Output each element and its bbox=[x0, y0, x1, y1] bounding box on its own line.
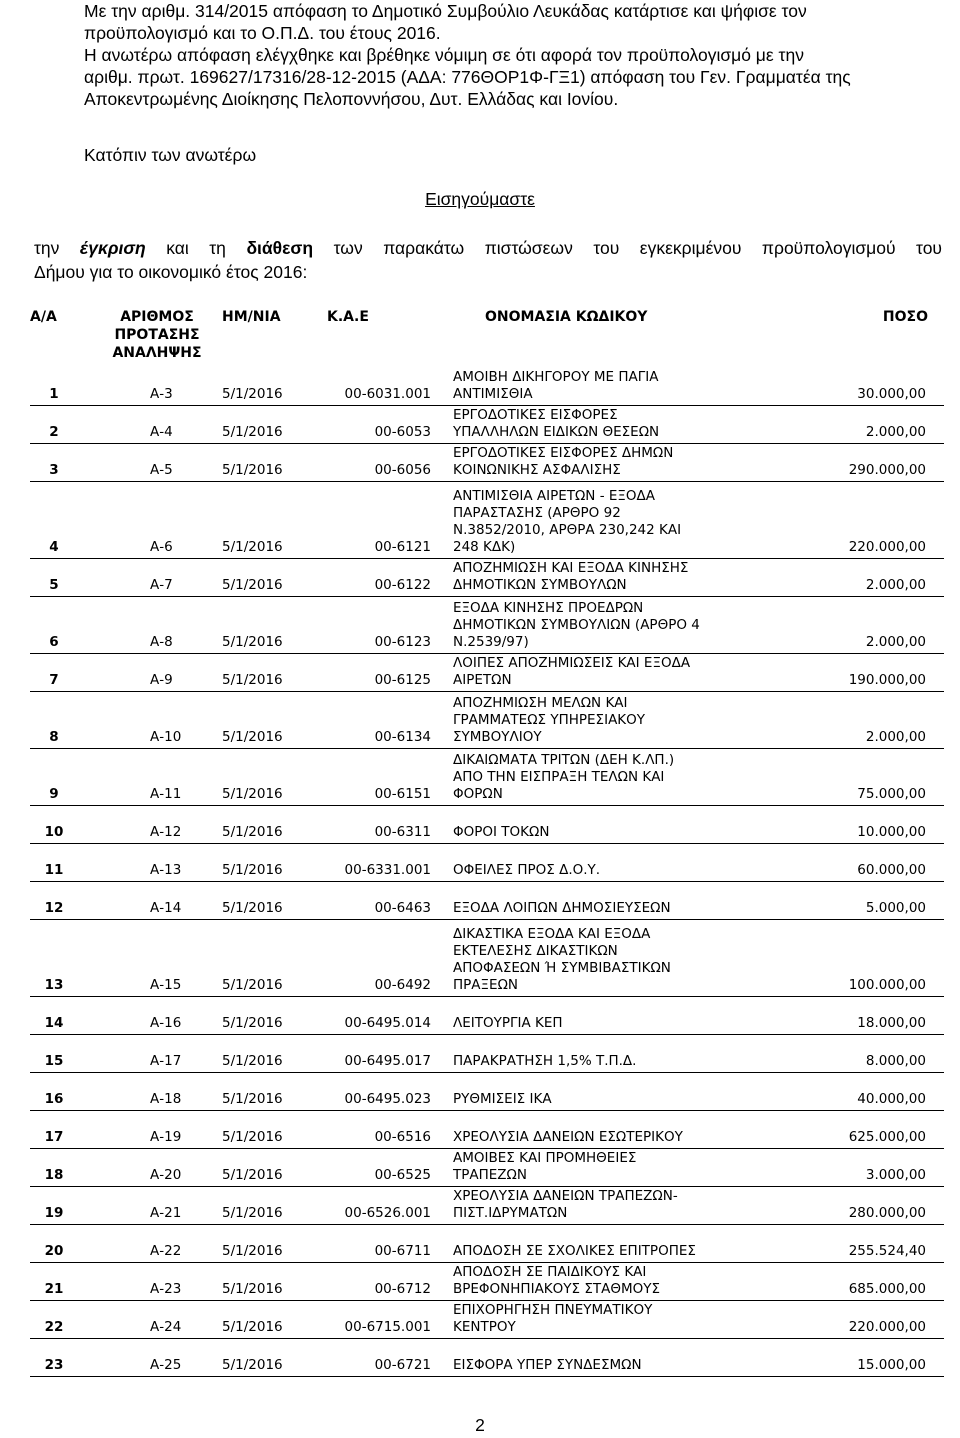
cell-amount: 220.000,00 bbox=[761, 1301, 944, 1339]
code-name-line: ΕΞΟΔΑ ΚΙΝΗΣΗΣ ΠΡΟΕΔΡΩΝ bbox=[453, 600, 644, 616]
table-row bbox=[30, 997, 944, 1035]
paragraph-budget-approval bbox=[84, 0, 946, 44]
cell-kae: 00-6123 bbox=[307, 597, 445, 654]
header-proposal-number bbox=[92, 304, 222, 368]
cell-date: 5/1/2016 bbox=[222, 597, 307, 654]
code-name-line: ΕΞΟΔΑ ΛΟΙΠΩΝ ΔΗΜΟΣΙΕΥΣΕΩΝ bbox=[453, 900, 671, 916]
cell-amount: 685.000,00 bbox=[761, 1263, 944, 1301]
table-body bbox=[30, 368, 944, 1377]
code-name-line: ΔΙΚΑΙΩΜΑΤΑ ΤΡΙΤΩΝ (ΔΕΗ Κ.ΛΠ.) bbox=[453, 752, 675, 768]
cell-date: 5/1/2016 bbox=[222, 749, 307, 806]
code-name-line: ΑΠΟΖΗΜΙΩΣΗ ΚΑΙ ΕΞΟΔΑ ΚΙΝΗΣΗΣ bbox=[453, 560, 689, 576]
cell-code-name bbox=[445, 1187, 761, 1225]
cell-date: 5/1/2016 bbox=[222, 1225, 307, 1263]
cell-amount: 2.000,00 bbox=[761, 406, 944, 444]
cell-amount: 2.000,00 bbox=[761, 597, 944, 654]
cell-code-name bbox=[445, 997, 761, 1035]
cell-proposal-number: Α-25 bbox=[92, 1339, 222, 1377]
table-row bbox=[30, 444, 944, 482]
cell-proposal-number: Α-17 bbox=[92, 1035, 222, 1073]
cell-code-name bbox=[445, 692, 761, 749]
cell-serial: 17 bbox=[30, 1111, 92, 1149]
cell-proposal-number: Α-6 bbox=[92, 482, 222, 559]
cell-serial: 12 bbox=[30, 882, 92, 920]
cell-kae: 00-6492 bbox=[307, 920, 445, 997]
code-name-line: ΑΠΟΖΗΜΙΩΣΗ ΜΕΛΩΝ ΚΑΙ bbox=[453, 695, 628, 711]
cell-proposal-number: Α-11 bbox=[92, 749, 222, 806]
cell-amount: 18.000,00 bbox=[761, 997, 944, 1035]
cell-code-name bbox=[445, 482, 761, 559]
cell-kae: 00-6053 bbox=[307, 406, 445, 444]
code-name-line: ΑΠΟΔΟΣΗ ΣΕ ΣΧΟΛΙΚΕΣ ΕΠΙΤΡΟΠΕΣ bbox=[453, 1243, 696, 1259]
cell-proposal-number: Α-5 bbox=[92, 444, 222, 482]
code-name-line: ΥΠΑΛΛΗΛΩΝ ΕΙΔΙΚΩΝ ΘΕΣΕΩΝ bbox=[453, 424, 660, 440]
header-amount: ΠΟΣΟ bbox=[882, 309, 928, 325]
cell-code-name bbox=[445, 1339, 761, 1377]
header-line: ΠΡΟΤΑΣΗΣ bbox=[114, 327, 200, 343]
paragraph-legality-check bbox=[84, 44, 946, 110]
table-row bbox=[30, 1035, 944, 1073]
cell-proposal-number: Α-16 bbox=[92, 997, 222, 1035]
cell-serial: 19 bbox=[30, 1187, 92, 1225]
cell-proposal-number: Α-14 bbox=[92, 882, 222, 920]
table-row bbox=[30, 654, 944, 692]
cell-code-name bbox=[445, 1073, 761, 1111]
cell-amount: 190.000,00 bbox=[761, 654, 944, 692]
cell-date: 5/1/2016 bbox=[222, 997, 307, 1035]
code-name-line: ΛΟΙΠΕΣ ΑΠΟΖΗΜΙΩΣΕΙΣ ΚΑΙ ΕΞΟΔΑ bbox=[453, 655, 691, 671]
cell-amount: 625.000,00 bbox=[761, 1111, 944, 1149]
code-name-line: ΣΥΜΒΟΥΛΙΟΥ bbox=[453, 729, 542, 745]
credits-table bbox=[30, 304, 944, 1377]
cell-date: 5/1/2016 bbox=[222, 1035, 307, 1073]
text-line: Δήμου για το οικονομικό έτος 2016: bbox=[34, 262, 308, 282]
cell-code-name bbox=[445, 597, 761, 654]
cell-proposal-number: Α-15 bbox=[92, 920, 222, 997]
cell-code-name bbox=[445, 1111, 761, 1149]
code-name-line: ΚΟΙΝΩΝΙΚΗΣ ΑΣΦΑΛΙΣΗΣ bbox=[453, 462, 621, 478]
code-name-line: ΑΝΤΙΜΙΣΘΙΑ bbox=[453, 386, 533, 402]
approval-keyword-approval: έγκριση bbox=[79, 238, 146, 258]
header-date: ΗΜ/ΝΙΑ bbox=[222, 309, 281, 325]
cell-serial: 20 bbox=[30, 1225, 92, 1263]
cell-code-name bbox=[445, 1149, 761, 1187]
table-row bbox=[30, 1149, 944, 1187]
header-line: ΑΝΑΛΗΨΗΣ bbox=[112, 345, 202, 361]
table-row bbox=[30, 920, 944, 997]
cell-proposal-number: Α-12 bbox=[92, 806, 222, 844]
cell-amount: 40.000,00 bbox=[761, 1073, 944, 1111]
header-line: ΑΡΙΘΜΟΣ bbox=[120, 309, 194, 325]
code-name-line: ΤΡΑΠΕΖΩΝ bbox=[453, 1167, 527, 1183]
cell-proposal-number: Α-13 bbox=[92, 844, 222, 882]
code-name-line: ΦΟΡΩΝ bbox=[453, 786, 503, 802]
header-kae: Κ.Α.Ε bbox=[327, 309, 369, 325]
cell-proposal-number: Α-22 bbox=[92, 1225, 222, 1263]
cell-serial: 1 bbox=[30, 368, 92, 406]
cell-code-name bbox=[445, 882, 761, 920]
cell-code-name bbox=[445, 1035, 761, 1073]
cell-proposal-number: Α-8 bbox=[92, 597, 222, 654]
cell-amount: 255.524,40 bbox=[761, 1225, 944, 1263]
cell-code-name bbox=[445, 1263, 761, 1301]
cell-date: 5/1/2016 bbox=[222, 559, 307, 597]
cell-proposal-number: Α-18 bbox=[92, 1073, 222, 1111]
cell-amount: 3.000,00 bbox=[761, 1149, 944, 1187]
cell-date: 5/1/2016 bbox=[222, 1301, 307, 1339]
cell-date: 5/1/2016 bbox=[222, 806, 307, 844]
cell-kae: 00-6311 bbox=[307, 806, 445, 844]
cell-amount: 30.000,00 bbox=[761, 368, 944, 406]
code-name-line: ΦΟΡΟΙ ΤΟΚΩΝ bbox=[453, 824, 550, 840]
cell-amount: 8.000,00 bbox=[761, 1035, 944, 1073]
header-serial: Α/Α bbox=[30, 309, 57, 325]
code-name-line: ΔΗΜΟΤΙΚΩΝ ΣΥΜΒΟΥΛΙΩΝ (ΑΡΘΡΟ 4 bbox=[453, 617, 700, 633]
code-name-line: ΡΥΘΜΙΣΕΙΣ ΙΚΑ bbox=[453, 1091, 552, 1107]
cell-amount: 5.000,00 bbox=[761, 882, 944, 920]
cell-code-name bbox=[445, 444, 761, 482]
cell-kae: 00-6516 bbox=[307, 1111, 445, 1149]
code-name-line: ΕΚΤΕΛΕΣΗΣ ΔΙΚΑΣΤΙΚΩΝ bbox=[453, 943, 618, 959]
cell-proposal-number: Α-7 bbox=[92, 559, 222, 597]
cell-kae: 00-6463 bbox=[307, 882, 445, 920]
cell-date: 5/1/2016 bbox=[222, 1073, 307, 1111]
approval-paragraph bbox=[34, 236, 942, 284]
cell-serial: 8 bbox=[30, 692, 92, 749]
header-code-name: ΟΝΟΜΑΣΙΑ ΚΩΔΙΚΟΥ bbox=[485, 309, 648, 325]
code-name-line: Ν.2539/97) bbox=[453, 634, 529, 650]
code-name-line: ΑΠΟ ΤΗΝ ΕΙΣΠΡΑΞΗ ΤΕΛΩΝ ΚΑΙ bbox=[453, 769, 665, 785]
cell-proposal-number: Α-21 bbox=[92, 1187, 222, 1225]
cell-kae: 00-6056 bbox=[307, 444, 445, 482]
cell-amount: 15.000,00 bbox=[761, 1339, 944, 1377]
cell-kae: 00-6711 bbox=[307, 1225, 445, 1263]
approval-word: των παρακάτω πιστώσεων του εγκεκριμένου προϋπολογισμού του bbox=[333, 238, 942, 258]
cell-proposal-number: Α-9 bbox=[92, 654, 222, 692]
cell-proposal-number: Α-20 bbox=[92, 1149, 222, 1187]
intro-text: Κατόπιν των ανωτέρω bbox=[84, 145, 257, 165]
approval-word: και τη bbox=[166, 238, 226, 258]
cell-date: 5/1/2016 bbox=[222, 844, 307, 882]
cell-code-name bbox=[445, 1301, 761, 1339]
cell-kae: 00-6712 bbox=[307, 1263, 445, 1301]
cell-date: 5/1/2016 bbox=[222, 1187, 307, 1225]
cell-code-name bbox=[445, 920, 761, 997]
cell-code-name bbox=[445, 749, 761, 806]
table-row bbox=[30, 597, 944, 654]
table-row bbox=[30, 806, 944, 844]
table-row bbox=[30, 1339, 944, 1377]
cell-amount: 220.000,00 bbox=[761, 482, 944, 559]
cell-proposal-number: Α-24 bbox=[92, 1301, 222, 1339]
table-row bbox=[30, 882, 944, 920]
code-name-line: ΠΑΡΑΣΤΑΣΗΣ (ΑΡΘΡΟ 92 bbox=[453, 505, 621, 521]
text-line: Με την αριθμ. 314/2015 απόφαση το Δημοτικό Συμβούλιο Λευκάδας κατάρτισε και ψήφισε τον bbox=[84, 1, 807, 21]
table-row bbox=[30, 559, 944, 597]
cell-code-name bbox=[445, 654, 761, 692]
code-name-line: ΠΡΑΞΕΩΝ bbox=[453, 977, 519, 993]
cell-amount: 75.000,00 bbox=[761, 749, 944, 806]
cell-code-name bbox=[445, 368, 761, 406]
code-name-line: ΑΠΟΦΑΣΕΩΝ Ή ΣΥΜΒΙΒΑΣΤΙΚΩΝ bbox=[453, 960, 671, 976]
cell-date: 5/1/2016 bbox=[222, 920, 307, 997]
cell-serial: 9 bbox=[30, 749, 92, 806]
cell-proposal-number: Α-4 bbox=[92, 406, 222, 444]
cell-serial: 16 bbox=[30, 1073, 92, 1111]
cell-kae: 00-6125 bbox=[307, 654, 445, 692]
cell-serial: 14 bbox=[30, 997, 92, 1035]
cell-serial: 2 bbox=[30, 406, 92, 444]
cell-date: 5/1/2016 bbox=[222, 882, 307, 920]
cell-serial: 7 bbox=[30, 654, 92, 692]
cell-date: 5/1/2016 bbox=[222, 654, 307, 692]
cell-serial: 3 bbox=[30, 444, 92, 482]
approval-word: την bbox=[34, 238, 60, 258]
table-row bbox=[30, 1263, 944, 1301]
cell-date: 5/1/2016 bbox=[222, 1263, 307, 1301]
cell-date: 5/1/2016 bbox=[222, 1149, 307, 1187]
code-name-line: ΔΗΜΟΤΙΚΩΝ ΣΥΜΒΟΥΛΩΝ bbox=[453, 577, 627, 593]
cell-kae: 00-6495.017 bbox=[307, 1035, 445, 1073]
code-name-line: ΕΠΙΧΟΡΗΓΗΣΗ ΠΝΕΥΜΑΤΙΚΟΥ bbox=[453, 1302, 653, 1318]
cell-amount: 290.000,00 bbox=[761, 444, 944, 482]
cell-code-name bbox=[445, 806, 761, 844]
approval-keyword-allocation: διάθεση bbox=[246, 238, 314, 258]
cell-amount: 280.000,00 bbox=[761, 1187, 944, 1225]
cell-amount: 10.000,00 bbox=[761, 806, 944, 844]
code-name-line: ΧΡΕΟΛΥΣΙΑ ΔΑΝΕΙΩΝ ΤΡΑΠΕΖΩΝ- bbox=[453, 1188, 678, 1204]
cell-proposal-number: Α-10 bbox=[92, 692, 222, 749]
cell-kae: 00-6151 bbox=[307, 749, 445, 806]
page-number: 2 bbox=[475, 1415, 485, 1435]
table-row bbox=[30, 749, 944, 806]
code-name-line: ΔΙΚΑΣΤΙΚΑ ΕΞΟΔΑ ΚΑΙ ΕΞΟΔΑ bbox=[453, 926, 651, 942]
cell-kae: 00-6525 bbox=[307, 1149, 445, 1187]
cell-serial: 4 bbox=[30, 482, 92, 559]
cell-amount: 2.000,00 bbox=[761, 559, 944, 597]
cell-kae: 00-6122 bbox=[307, 559, 445, 597]
code-name-line: ΕΡΓΟΔΟΤΙΚΕΣ ΕΙΣΦΟΡΕΣ ΔΗΜΩΝ bbox=[453, 445, 674, 461]
cell-serial: 22 bbox=[30, 1301, 92, 1339]
text-line: Η ανωτέρω απόφαση ελέγχθηκε και βρέθηκε νόμιμη σε ότι αφορά τον προϋπολογισμό με την bbox=[84, 45, 804, 65]
code-name-line: ΑΙΡΕΤΩΝ bbox=[453, 672, 512, 688]
cell-serial: 13 bbox=[30, 920, 92, 997]
cell-date: 5/1/2016 bbox=[222, 692, 307, 749]
code-name-line: ΒΡΕΦΟΝΗΠΙΑΚΟΥΣ ΣΤΑΘΜΟΥΣ bbox=[453, 1281, 661, 1297]
code-name-line: ΑΠΟΔΟΣΗ ΣΕ ΠΑΙΔΙΚΟΥΣ ΚΑΙ bbox=[453, 1264, 647, 1280]
table-row bbox=[30, 1073, 944, 1111]
code-name-line: ΚΕΝΤΡΟΥ bbox=[453, 1319, 516, 1335]
cell-serial: 6 bbox=[30, 597, 92, 654]
cell-kae: 00-6495.023 bbox=[307, 1073, 445, 1111]
table-row bbox=[30, 1187, 944, 1225]
cell-code-name bbox=[445, 1225, 761, 1263]
code-name-line: ΕΙΣΦΟΡΑ ΥΠΕΡ ΣΥΝΔΕΣΜΩΝ bbox=[453, 1357, 642, 1373]
text-line: αριθμ. πρωτ. 169627/17316/28-12-2015 (ΑΔΑ: 776ΘΟΡ1Φ-ΓΞ1) απόφαση του Γεν. Γραμματέα της bbox=[84, 67, 851, 87]
code-name-line: Ν.3852/2010, ΑΡΘΡΑ 230,242 ΚΑΙ bbox=[453, 522, 682, 538]
code-name-line: ΑΜΟΙΒΕΣ ΚΑΙ ΠΡΟΜΗΘΕΙΕΣ bbox=[453, 1150, 637, 1166]
code-name-line: ΑΝΤΙΜΙΣΘΙΑ ΑΙΡΕΤΩΝ - ΕΞΟΔΑ bbox=[453, 488, 656, 504]
code-name-line: ΠΑΡΑΚΡΑΤΗΣΗ 1,5% Τ.Π.Δ. bbox=[453, 1053, 637, 1069]
code-name-line: ΛΕΙΤΟΥΡΓΙΑ ΚΕΠ bbox=[453, 1015, 563, 1031]
cell-serial: 21 bbox=[30, 1263, 92, 1301]
table-row bbox=[30, 406, 944, 444]
cell-proposal-number: Α-23 bbox=[92, 1263, 222, 1301]
cell-date: 5/1/2016 bbox=[222, 444, 307, 482]
code-name-line: ΠΙΣΤ.ΙΔΡΥΜΑΤΩΝ bbox=[453, 1205, 568, 1221]
table-row bbox=[30, 1301, 944, 1339]
cell-amount: 60.000,00 bbox=[761, 844, 944, 882]
cell-kae: 00-6121 bbox=[307, 482, 445, 559]
cell-kae: 00-6134 bbox=[307, 692, 445, 749]
text-line bbox=[34, 236, 942, 260]
code-name-line: ΑΜΟΙΒΗ ΔΙΚΗΓΟΡΟΥ ΜΕ ΠΑΓΙΑ bbox=[453, 369, 659, 385]
table-row bbox=[30, 692, 944, 749]
code-name-line: ΓΡΑΜΜΑΤΕΩΣ ΥΠΗΡΕΣΙΑΚΟΥ bbox=[453, 712, 646, 728]
cell-kae: 00-6526.001 bbox=[307, 1187, 445, 1225]
cell-code-name bbox=[445, 406, 761, 444]
cell-kae: 00-6331.001 bbox=[307, 844, 445, 882]
cell-code-name bbox=[445, 844, 761, 882]
cell-serial: 23 bbox=[30, 1339, 92, 1377]
cell-amount: 100.000,00 bbox=[761, 920, 944, 997]
table-row bbox=[30, 368, 944, 406]
code-name-line: ΕΡΓΟΔΟΤΙΚΕΣ ΕΙΣΦΟΡΕΣ bbox=[453, 407, 618, 423]
code-name-line: ΟΦΕΙΛΕΣ ΠΡΟΣ Δ.Ο.Υ. bbox=[453, 862, 601, 878]
table-row bbox=[30, 1111, 944, 1149]
cell-kae: 00-6715.001 bbox=[307, 1301, 445, 1339]
text-line: προϋπολογισμό και το Ο.Π.Δ. του έτους 2016. bbox=[84, 23, 441, 43]
cell-serial: 15 bbox=[30, 1035, 92, 1073]
code-name-line: 248 ΚΔΚ) bbox=[453, 539, 516, 555]
cell-date: 5/1/2016 bbox=[222, 1339, 307, 1377]
cell-kae: 00-6031.001 bbox=[307, 368, 445, 406]
cell-date: 5/1/2016 bbox=[222, 406, 307, 444]
text-line: Αποκεντρωμένης Διοίκησης Πελοποννήσου, Δυτ. Ελλάδας και Ιονίου. bbox=[84, 89, 619, 109]
code-name-line: ΧΡΕΟΛΥΣΙΑ ΔΑΝΕΙΩΝ ΕΣΩΤΕΡΙΚΟΥ bbox=[453, 1129, 683, 1145]
cell-amount: 2.000,00 bbox=[761, 692, 944, 749]
table-row bbox=[30, 482, 944, 559]
cell-date: 5/1/2016 bbox=[222, 368, 307, 406]
cell-kae: 00-6721 bbox=[307, 1339, 445, 1377]
cell-date: 5/1/2016 bbox=[222, 1111, 307, 1149]
table-header-row bbox=[30, 304, 944, 368]
cell-proposal-number: Α-3 bbox=[92, 368, 222, 406]
cell-code-name bbox=[445, 559, 761, 597]
cell-serial: 11 bbox=[30, 844, 92, 882]
table-row bbox=[30, 844, 944, 882]
cell-serial: 18 bbox=[30, 1149, 92, 1187]
cell-date: 5/1/2016 bbox=[222, 482, 307, 559]
cell-kae: 00-6495.014 bbox=[307, 997, 445, 1035]
cell-serial: 10 bbox=[30, 806, 92, 844]
table-row bbox=[30, 1225, 944, 1263]
cell-proposal-number: Α-19 bbox=[92, 1111, 222, 1149]
recommend-heading: Εισηγούμαστε bbox=[425, 189, 535, 209]
cell-serial: 5 bbox=[30, 559, 92, 597]
